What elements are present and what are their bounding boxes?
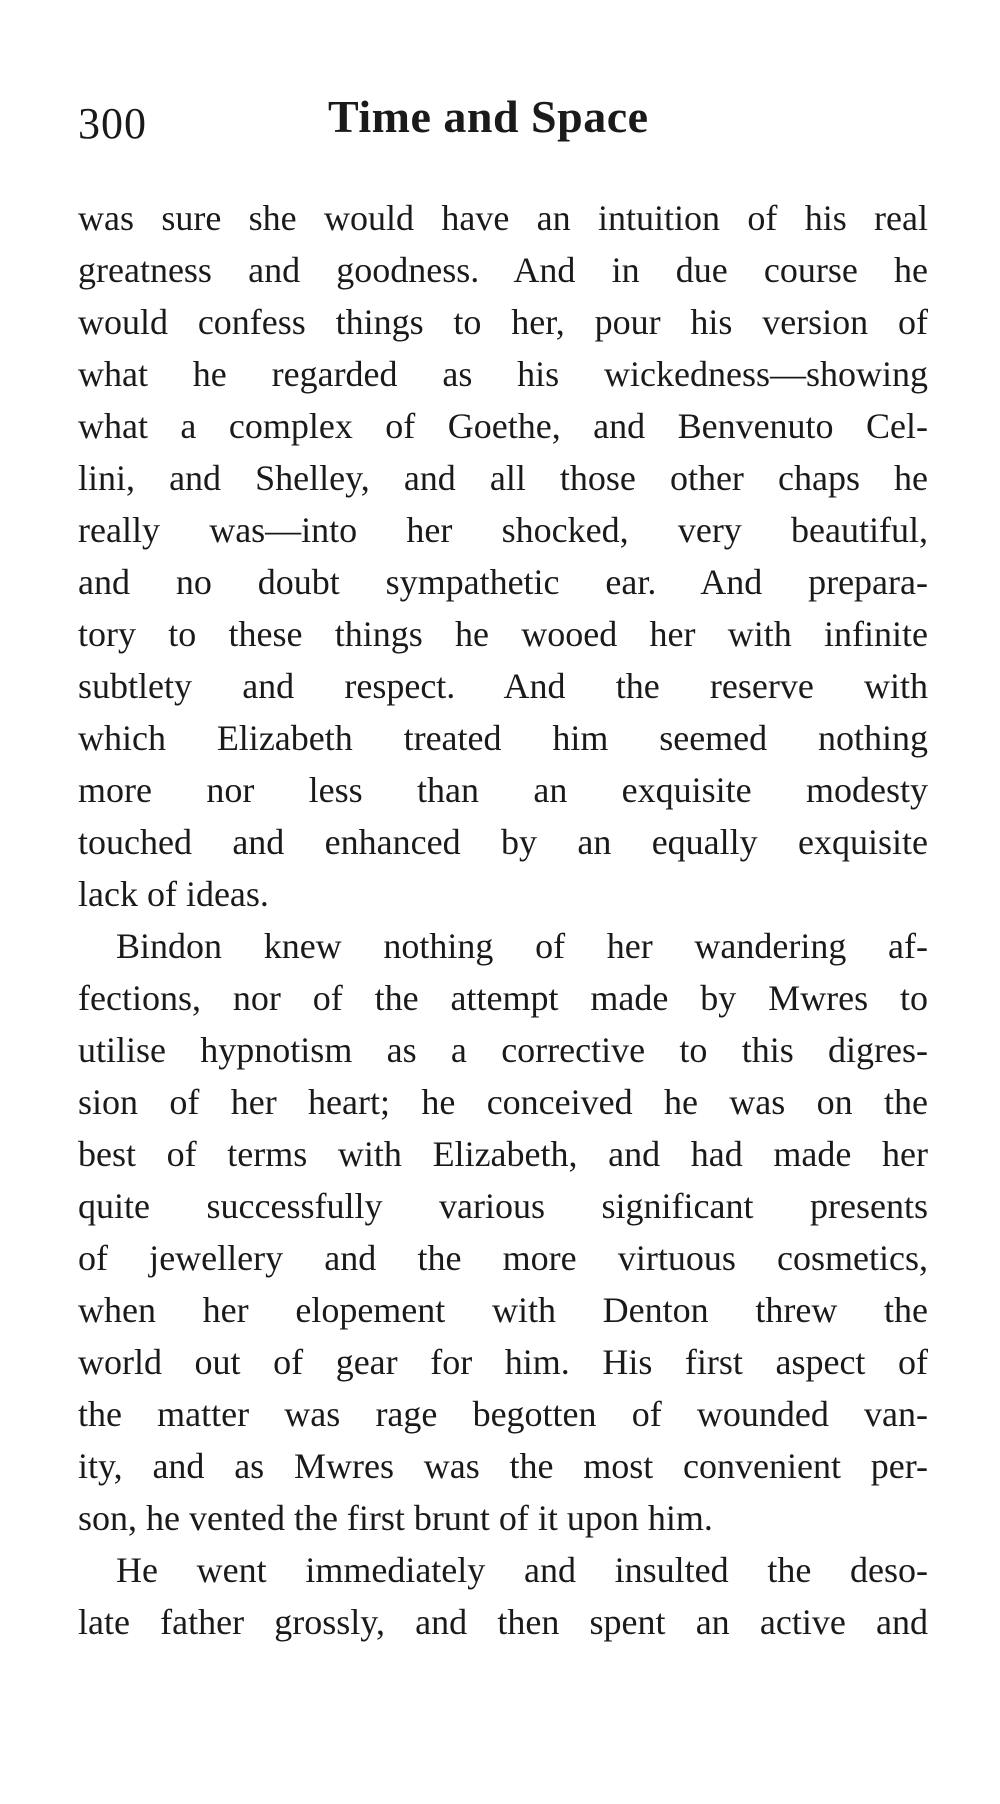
paragraph: [78, 192, 928, 920]
text-line: best of terms with Elizabeth, and had made her: [78, 1134, 928, 1174]
text-line: really was—into her shocked, very beautiful,: [78, 510, 928, 550]
text-line: more nor less than an exquisite modesty: [78, 770, 928, 810]
text-line: tory to these things he wooed her with infinite: [78, 614, 928, 654]
text-line: fections, nor of the attempt made by Mwres to: [78, 978, 928, 1018]
text-line: utilise hypnotism as a corrective to this digres-: [78, 1030, 928, 1070]
text-line: what he regarded as his wickedness—showing: [78, 354, 928, 394]
text-line: world out of gear for him. His first aspect of: [78, 1342, 928, 1382]
text-line: touched and enhanced by an equally exquisite: [78, 822, 928, 862]
text-line: quite successfully various significant presents: [78, 1186, 928, 1226]
text-line: and no doubt sympathetic ear. And prepara-: [78, 562, 928, 602]
text-line: was sure she would have an intuition of his real: [78, 198, 928, 238]
text-line: greatness and goodness. And in due course he: [78, 250, 928, 290]
text-line: Bindon knew nothing of her wandering af-: [116, 926, 928, 966]
running-title: Time and Space: [328, 91, 649, 142]
page-number: 300: [78, 99, 147, 148]
paragraph: [78, 920, 928, 1544]
text-line: late father grossly, and then spent an active and: [78, 1602, 928, 1642]
page-header: [78, 90, 928, 160]
text-line: lack of ideas.: [78, 874, 269, 914]
paragraph: [78, 1544, 928, 1648]
text-line: the matter was rage begotten of wounded van-: [78, 1394, 928, 1434]
body-text: [78, 192, 928, 1648]
text-line: son, he vented the first brunt of it upon him.: [78, 1498, 713, 1538]
text-line: ity, and as Mwres was the most convenient per-: [78, 1446, 928, 1486]
text-line: what a complex of Goethe, and Benvenuto Cel-: [78, 406, 928, 446]
text-line: would confess things to her, pour his version of: [78, 302, 928, 342]
text-line: when her elopement with Denton threw the: [78, 1290, 928, 1330]
text-line: subtlety and respect. And the reserve with: [78, 666, 928, 706]
text-line: which Elizabeth treated him seemed nothing: [78, 718, 928, 758]
text-line: lini, and Shelley, and all those other chaps he: [78, 458, 928, 498]
text-line: sion of her heart; he conceived he was on the: [78, 1082, 928, 1122]
text-line: of jewellery and the more virtuous cosmetics,: [78, 1238, 928, 1278]
text-line: He went immediately and insulted the deso-: [116, 1550, 928, 1590]
